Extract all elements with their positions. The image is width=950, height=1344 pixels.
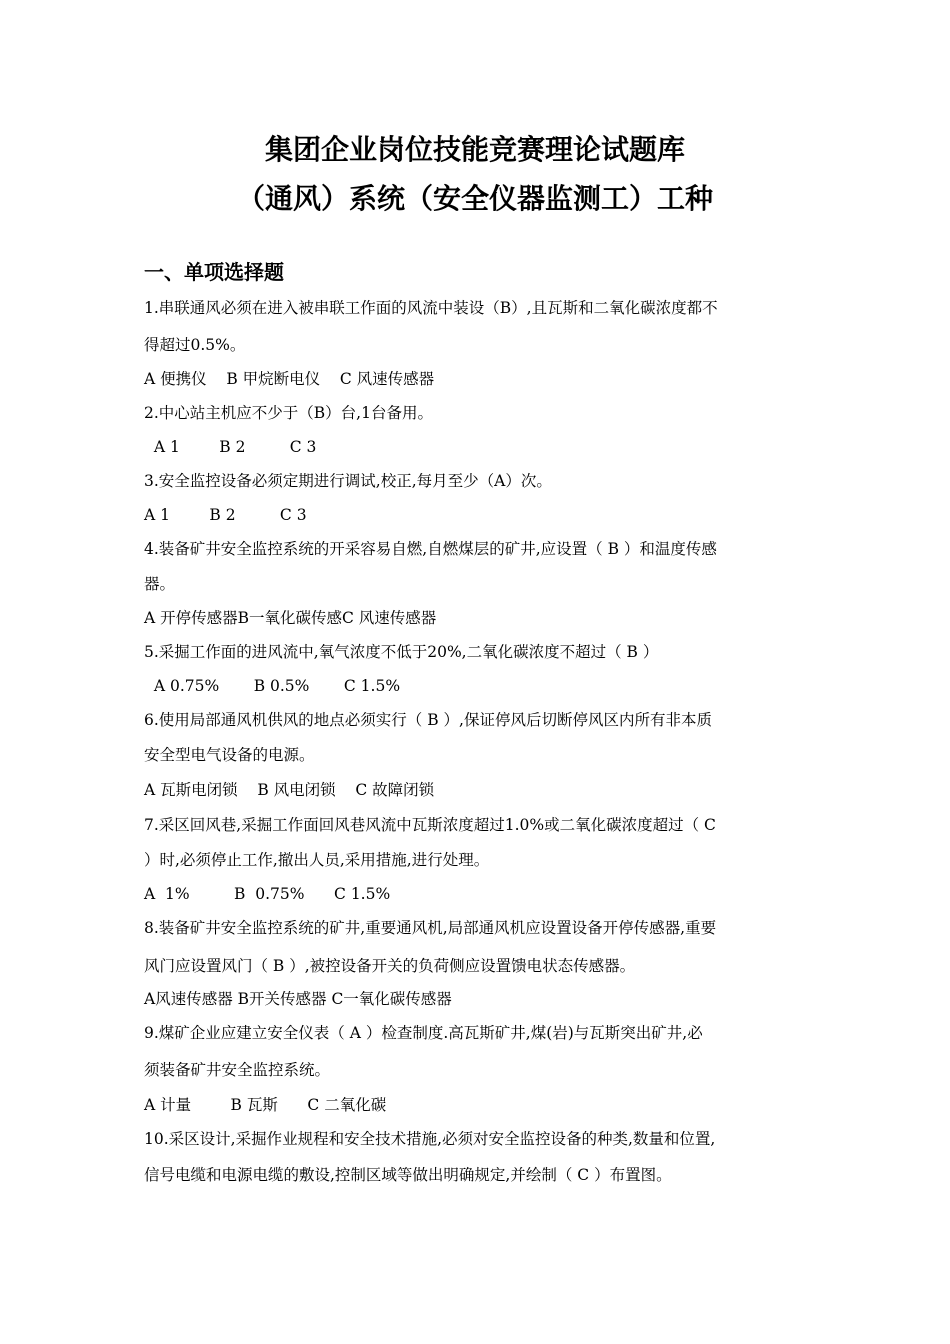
question-line: 器。 bbox=[144, 575, 176, 593]
options-line: A 计量 B 瓦斯 C 二氧化碳 bbox=[144, 1096, 387, 1114]
options-line: A 1 B 2 C 3 bbox=[144, 438, 317, 456]
question-line: 3.安全监控设备必须定期进行调试,校正,每月至少（A）次。 bbox=[144, 472, 552, 490]
question-line: 8.装备矿井安全监控系统的矿井,重要通风机,局部通风机应设置设备开停传感器,重要 bbox=[144, 919, 717, 937]
question-line: 安全型电气设备的电源。 bbox=[144, 746, 315, 764]
question-line: ）时,必须停止工作,撤出人员,采用措施,进行处理。 bbox=[144, 851, 490, 869]
question-line: 6.使用局部通风机供风的地点必须实行（ B ）,保证停风后切断停风区内所有非本质 bbox=[144, 711, 712, 729]
options-line: A 0.75% B 0.5% C 1.5% bbox=[144, 677, 401, 695]
question-line: 10.采区设计,采掘作业规程和安全技术措施,必须对安全监控设备的种类,数量和位置, bbox=[144, 1130, 716, 1148]
question-line: 7.采区回风巷,采掘工作面回风巷风流中瓦斯浓度超过1.0%或二氧化碳浓度超过（ C bbox=[144, 816, 716, 834]
question-line: 信号电缆和电源电缆的敷设,控制区域等做出明确规定,并绘制（ C ）布置图。 bbox=[144, 1166, 672, 1184]
question-line: 4.装备矿井安全监控系统的开采容易自燃,自燃煤层的矿井,应设置（ B ）和温度传感 bbox=[144, 540, 717, 558]
question-line: 1.串联通风必须在进入被串联工作面的风流中装设（B）,且瓦斯和二氧化碳浓度都不 bbox=[144, 299, 718, 317]
options-line: A 1 B 2 C 3 bbox=[144, 506, 307, 524]
question-line: 2.中心站主机应不少于（B）台,1台备用。 bbox=[144, 404, 433, 422]
question-line: 风门应设置风门（ B ）,被控设备开关的负荷侧应设置馈电状态传感器。 bbox=[144, 957, 636, 975]
question-line: 得超过0.5%。 bbox=[144, 336, 246, 354]
section-heading: 一、单项选择题 bbox=[144, 260, 284, 284]
question-line: 5.采掘工作面的进风流中,氧气浓度不低于20%,二氧化碳浓度不超过（ B ） bbox=[144, 643, 659, 661]
options-line: A 开停传感器B一氧化碳传感C 风速传感器 bbox=[144, 609, 437, 627]
options-line: A 1% B 0.75% C 1.5% bbox=[144, 885, 391, 903]
question-line: 9.煤矿企业应建立安全仪表（ A ）检查制度.高瓦斯矿井,煤(岩)与瓦斯突出矿井,必 bbox=[144, 1024, 703, 1042]
options-line: A 便携仪 B 甲烷断电仪 C 风速传感器 bbox=[144, 370, 435, 388]
options-line: A风速传感器 B开关传感器 C一氧化碳传感器 bbox=[144, 990, 452, 1008]
document-subtitle: （通风）系统（安全仪器监测工）工种 bbox=[236, 182, 713, 215]
question-line: 须装备矿井安全监控系统。 bbox=[144, 1061, 331, 1079]
document-title: 集团企业岗位技能竞赛理论试题库 bbox=[264, 133, 685, 166]
options-line: A 瓦斯电闭锁 B 风电闭锁 C 故障闭锁 bbox=[144, 781, 435, 799]
